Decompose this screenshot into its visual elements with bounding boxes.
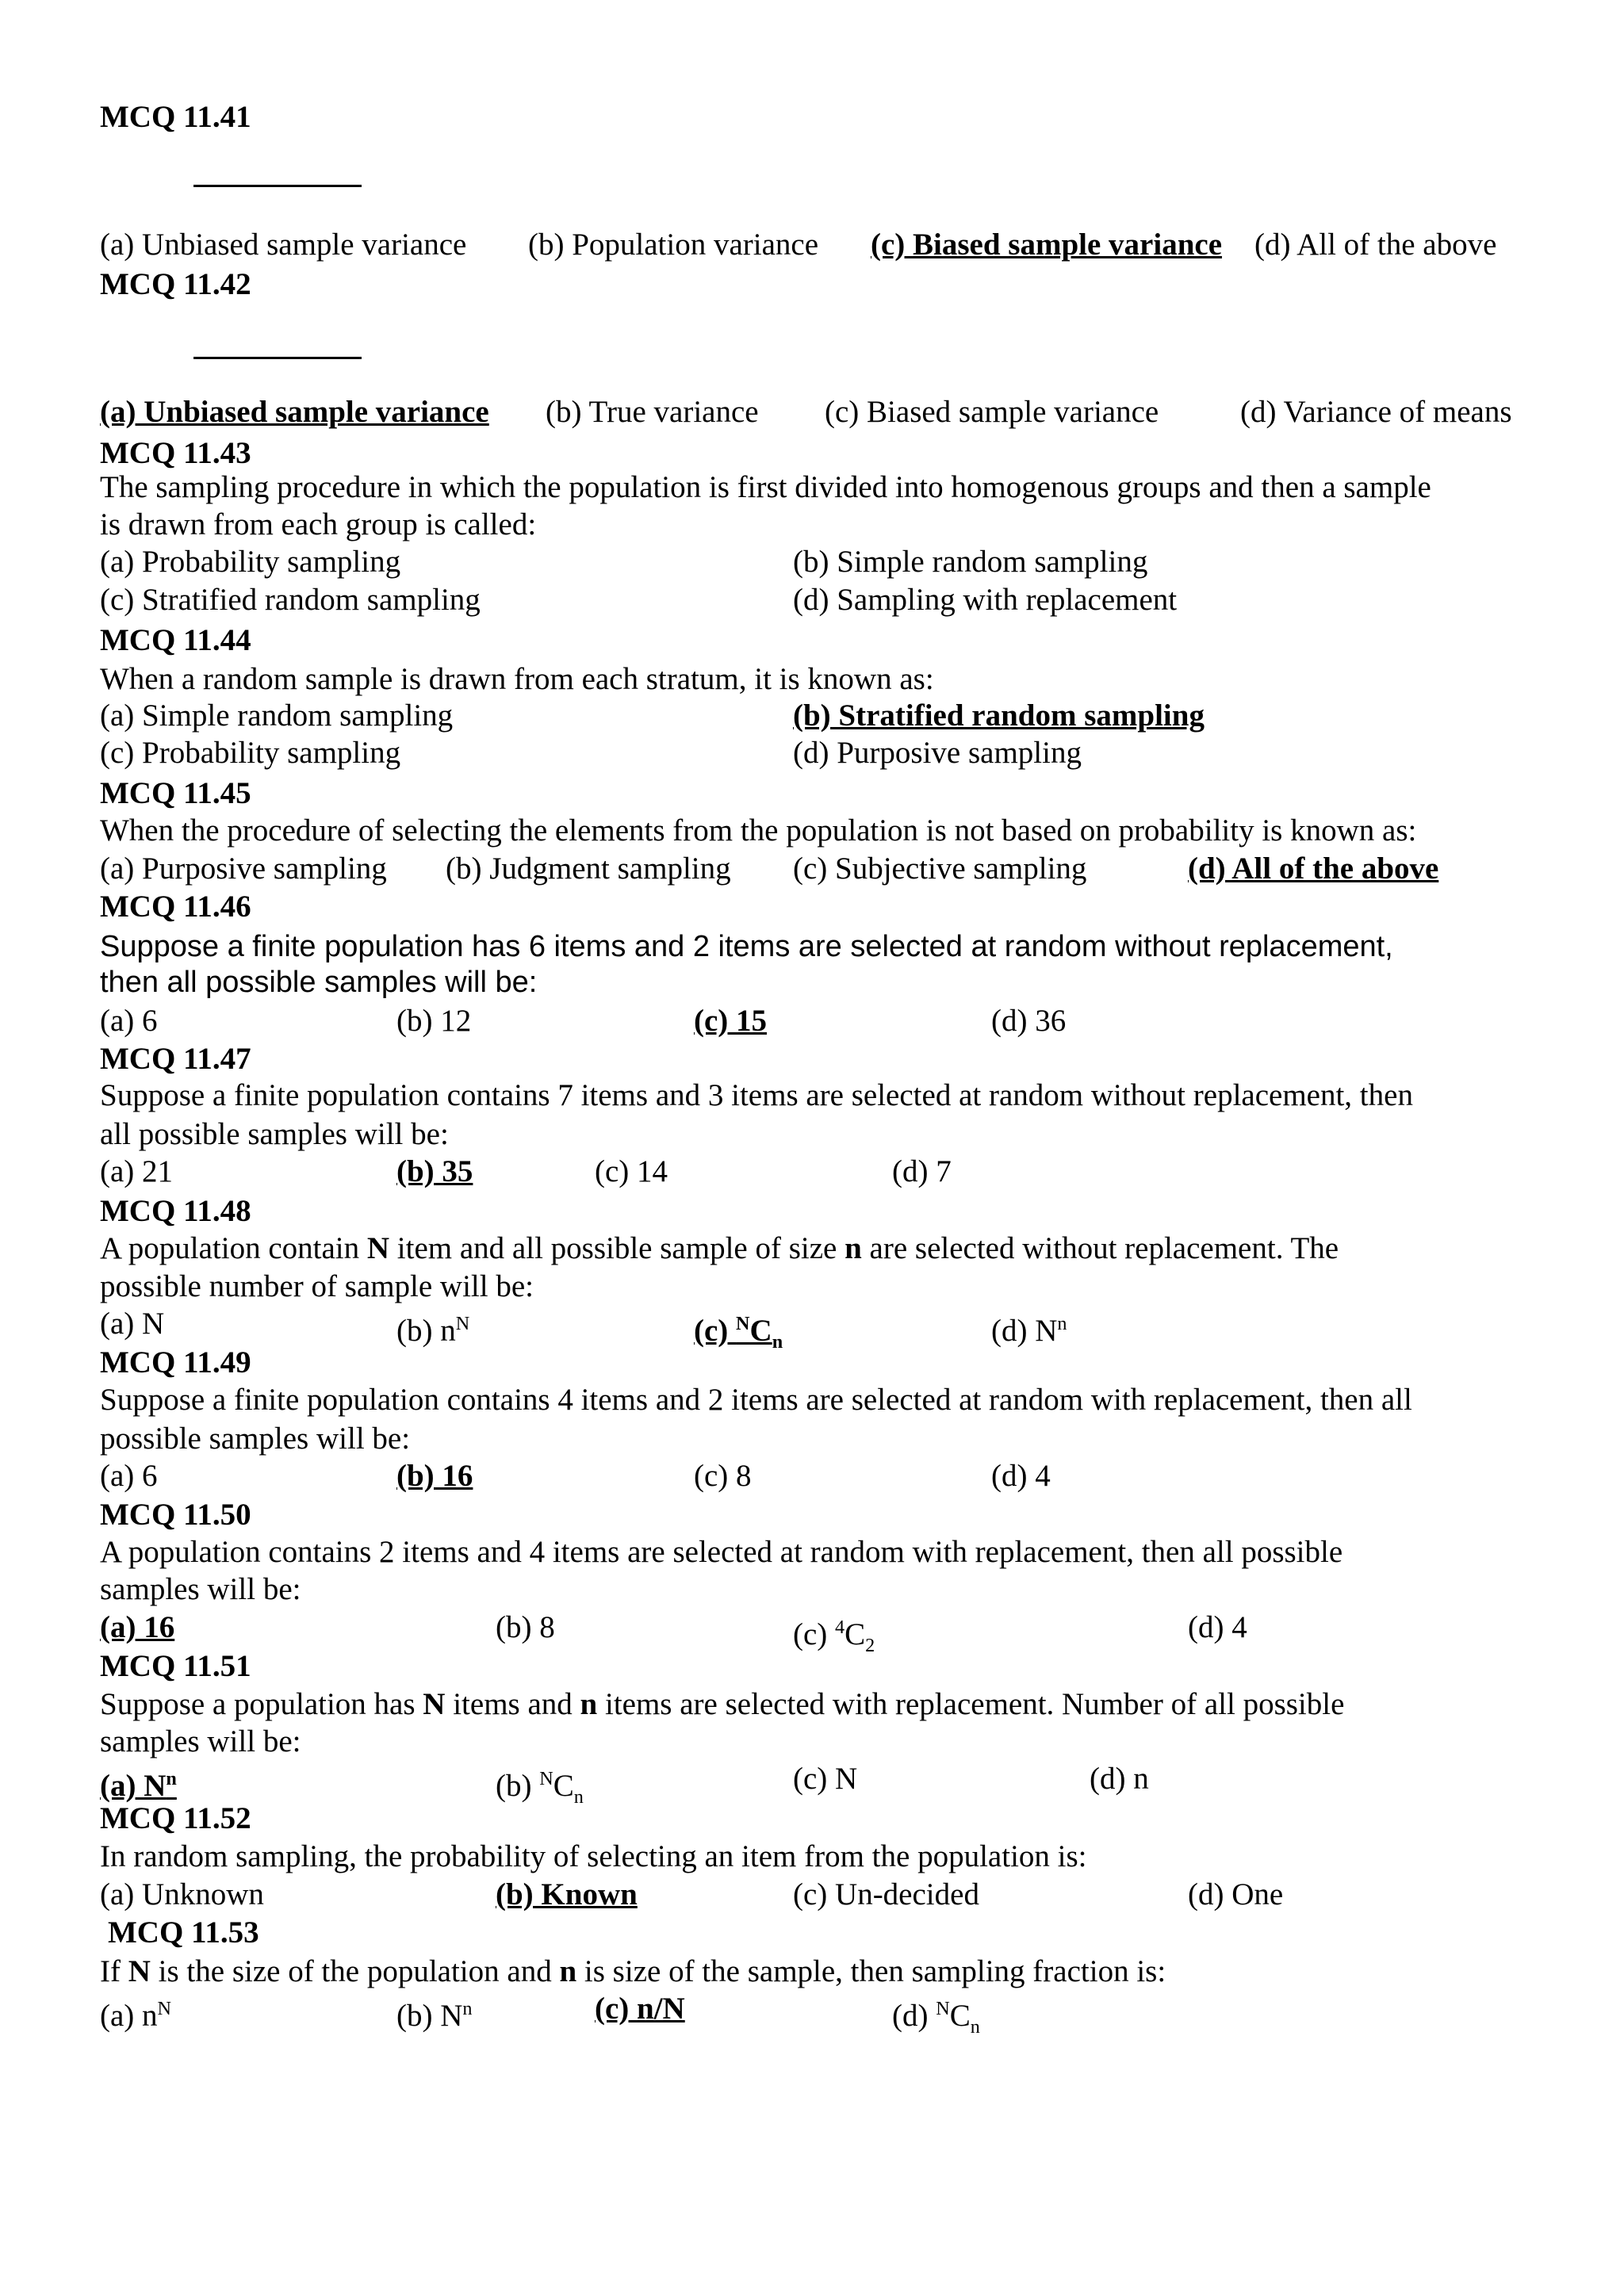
option-c: (c) $^4C_2$ (793, 1617, 875, 1656)
question-text: possible samples will be: (100, 1422, 411, 1456)
option-c-correct: (c) n/N (595, 1992, 685, 2026)
option-a: (a) 21 (100, 1154, 174, 1188)
option-b-correct: (b) Stratified random sampling (793, 698, 1205, 733)
option-d: (d) All of the above (1254, 228, 1497, 262)
option-c: (c) 14 (595, 1154, 668, 1188)
option-b: (b) True variance (546, 395, 759, 429)
question-header: MCQ 11.48 (100, 1194, 251, 1228)
question-header: MCQ 11.47 (100, 1042, 251, 1076)
option-b: (b) $n^N$ (396, 1313, 470, 1348)
option-a-correct: (a) Unbiased sample variance (100, 395, 489, 429)
question-text: Suppose a finite population has 6 items and 2 items are selected at random without replacement, (100, 930, 1393, 963)
question-header: MCQ 11.53 (108, 1915, 259, 1950)
option-b: (b) 8 (496, 1610, 555, 1644)
option-d-correct: (d) All of the above (1188, 851, 1439, 886)
formula-placeholder (193, 185, 362, 187)
question-header: MCQ 11.44 (100, 623, 251, 657)
option-a: (a) 6 (100, 1004, 158, 1038)
option-a-correct: (a) 16 (100, 1610, 175, 1644)
option-c-correct: (c) Biased sample variance (871, 228, 1223, 262)
question-text: samples will be: (100, 1572, 301, 1606)
question-header: MCQ 11.46 (100, 890, 251, 924)
question-text: A population contains 2 items and 4 items are selected at random with replacement, then all possible (100, 1535, 1343, 1569)
option-b: (b) 12 (396, 1004, 472, 1038)
option-c-correct: (c) 15 (694, 1004, 768, 1038)
option-c: (c) Probability sampling (100, 736, 401, 770)
option-d: (d) 36 (991, 1004, 1067, 1038)
question-header: MCQ 11.52 (100, 1801, 251, 1835)
option-c: (c) Biased sample variance (825, 395, 1159, 429)
option-a: (a) $n^N$ (100, 1998, 172, 2033)
option-a: (a) Simple random sampling (100, 698, 454, 733)
question-header: MCQ 11.43 (100, 436, 251, 470)
option-b-correct: (b) 35 (396, 1154, 473, 1188)
option-d: (d) 7 (892, 1154, 952, 1188)
question-text: then all possible samples will be: (100, 966, 538, 999)
option-d: (d) $N^n$ (991, 1313, 1067, 1348)
question-text: A population contain N item and all possible sample of size n are selected without replacement. The (100, 1231, 1339, 1265)
option-b: (b) Simple random sampling (793, 545, 1148, 579)
option-c: (c) 8 (694, 1459, 752, 1493)
option-b: (b) Judgment sampling (446, 851, 731, 886)
question-text: Suppose a finite population contains 7 items and 3 items are selected at random without replacement, then (100, 1078, 1413, 1112)
option-a: (a) Unbiased sample variance (100, 228, 467, 262)
option-d: (d) 4 (991, 1459, 1051, 1493)
option-c: (c) Subjective sampling (793, 851, 1087, 886)
option-c: (c) Stratified random sampling (100, 583, 481, 617)
option-a: (a) N (100, 1307, 165, 1341)
option-a: (a) Purposive sampling (100, 851, 387, 886)
formula-placeholder (193, 357, 362, 359)
question-text: possible number of sample will be: (100, 1269, 534, 1303)
question-header: MCQ 11.50 (100, 1498, 251, 1532)
option-b: (b) Population variance (528, 228, 819, 262)
question-text: The sampling procedure in which the population is first divided into homogenous groups and then a sample (100, 470, 1431, 504)
question-text: Suppose a finite population contains 4 items and 2 items are selected at random with replacement, then all (100, 1383, 1412, 1417)
question-text: all possible samples will be: (100, 1117, 449, 1151)
question-text: If N is the size of the population and n is size of the sample, then sampling fraction is: (100, 1954, 1166, 1988)
option-c: (c) Un-decided (793, 1877, 979, 1911)
question-header: MCQ 11.45 (100, 776, 251, 810)
question-text: is drawn from each group is called: (100, 507, 537, 541)
option-a-correct: (a) $N^n$ (100, 1768, 177, 1803)
question-header: MCQ 11.49 (100, 1345, 251, 1380)
question-header: MCQ 11.51 (100, 1649, 251, 1683)
option-d: (d) n (1090, 1762, 1149, 1796)
question-header: MCQ 11.42 (100, 267, 251, 301)
option-a: (a) Probability sampling (100, 545, 401, 579)
option-b: (b) $N^n$ (396, 1998, 473, 2033)
option-d: (d) 4 (1188, 1610, 1247, 1644)
option-d: (d) Sampling with replacement (793, 583, 1178, 617)
option-b-correct: (b) Known (496, 1877, 638, 1911)
option-c: (c) N (793, 1762, 858, 1796)
option-c-correct: (c) $^NC_n$ (694, 1313, 783, 1353)
option-b-correct: (b) 16 (396, 1459, 473, 1493)
question-text: samples will be: (100, 1724, 301, 1758)
option-d: (d) $^NC_n$ (892, 1998, 980, 2038)
question-text: In random sampling, the probability of selecting an item from the population is: (100, 1839, 1087, 1873)
option-d: (d) Purposive sampling (793, 736, 1082, 770)
question-text: When a random sample is drawn from each stratum, it is known as: (100, 662, 934, 696)
question-text: When the procedure of selecting the elements from the population is not based on probability is known as: (100, 813, 1417, 848)
question-header: MCQ 11.41 (100, 100, 251, 134)
option-d: (d) Variance of means (1240, 395, 1512, 429)
option-d: (d) One (1188, 1877, 1284, 1911)
option-b: (b) $^NC_n$ (496, 1768, 584, 1808)
question-text: Suppose a population has N items and n items are selected with replacement. Number of all possible (100, 1687, 1345, 1721)
option-a: (a) 6 (100, 1459, 158, 1493)
option-a: (a) Unknown (100, 1877, 264, 1911)
